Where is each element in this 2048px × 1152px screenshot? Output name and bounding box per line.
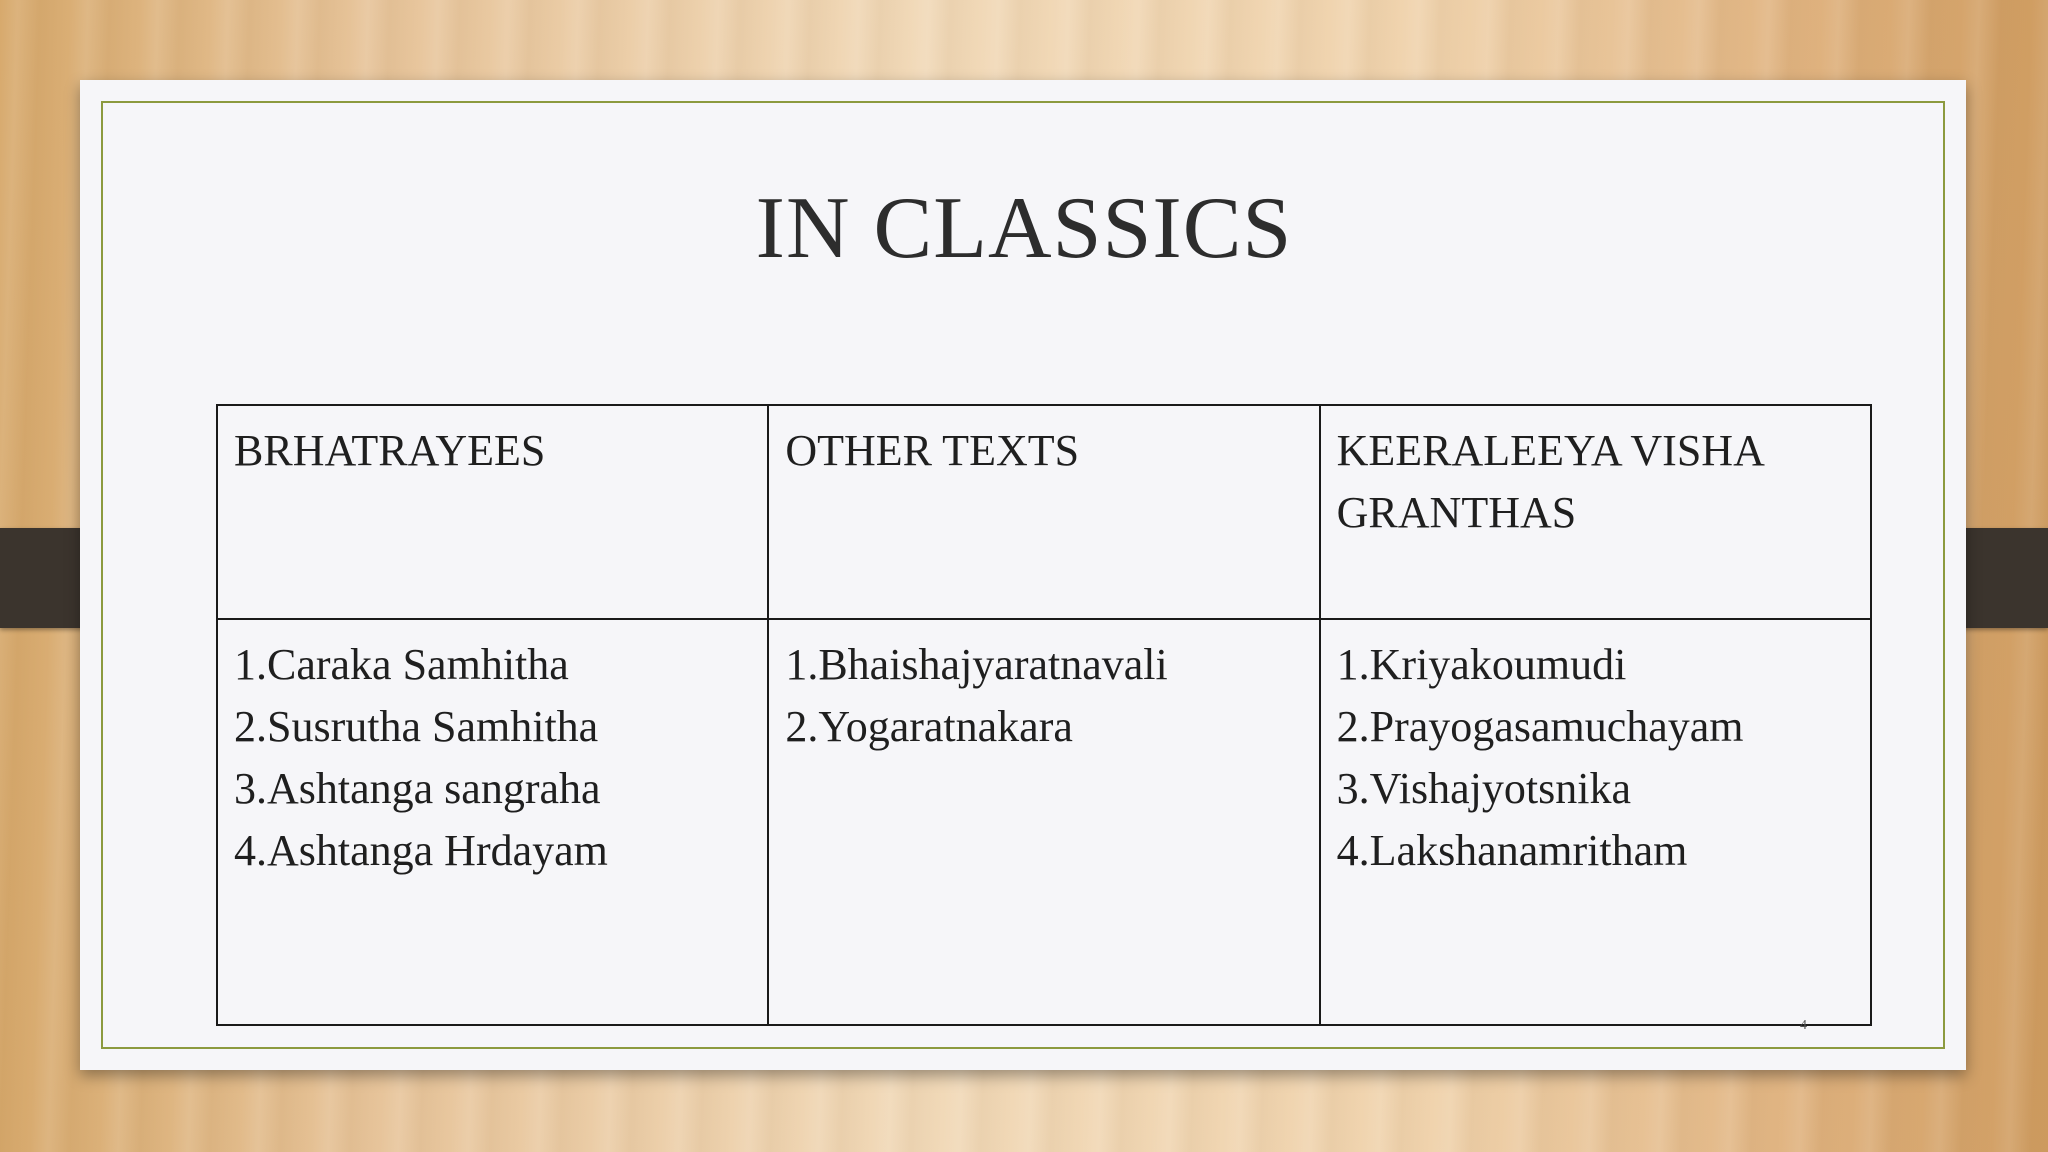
list-item: 1.Bhaishajyaratnavali (785, 640, 1168, 689)
table-header-row (217, 405, 1871, 619)
slide-title: IN CLASSICS (755, 180, 1293, 277)
header-other-texts: OTHER TEXTS (768, 405, 1319, 619)
classics-table (216, 404, 1872, 1026)
table-row (217, 619, 1871, 1025)
list-item: 3.Ashtanga sangraha (234, 764, 601, 813)
header-keeraleeya-visha-granthas: KEERALEEYA VISHA GRANTHAS (1320, 405, 1871, 619)
header-brhatrayees: BRHATRAYEES (217, 405, 768, 619)
list-item: 2.Susrutha Samhitha (234, 702, 599, 751)
list-item: 3.Vishajyotsnika (1336, 764, 1631, 813)
list-item: 1.Caraka Samhitha (234, 640, 569, 689)
list-item: 2.Yogaratnakara (785, 702, 1073, 751)
keeraleeya-list (1320, 619, 1871, 1025)
list-item: 4.Lakshanamritham (1336, 826, 1688, 875)
list-item: 2.Prayogasamuchayam (1336, 702, 1744, 751)
page-number: 4 (1800, 1018, 1807, 1033)
other-texts-list (768, 619, 1319, 1025)
list-item: 1.Kriyakoumudi (1336, 640, 1627, 689)
brhatrayees-list (217, 619, 768, 1025)
list-item: 4.Ashtanga Hrdayam (234, 826, 608, 875)
